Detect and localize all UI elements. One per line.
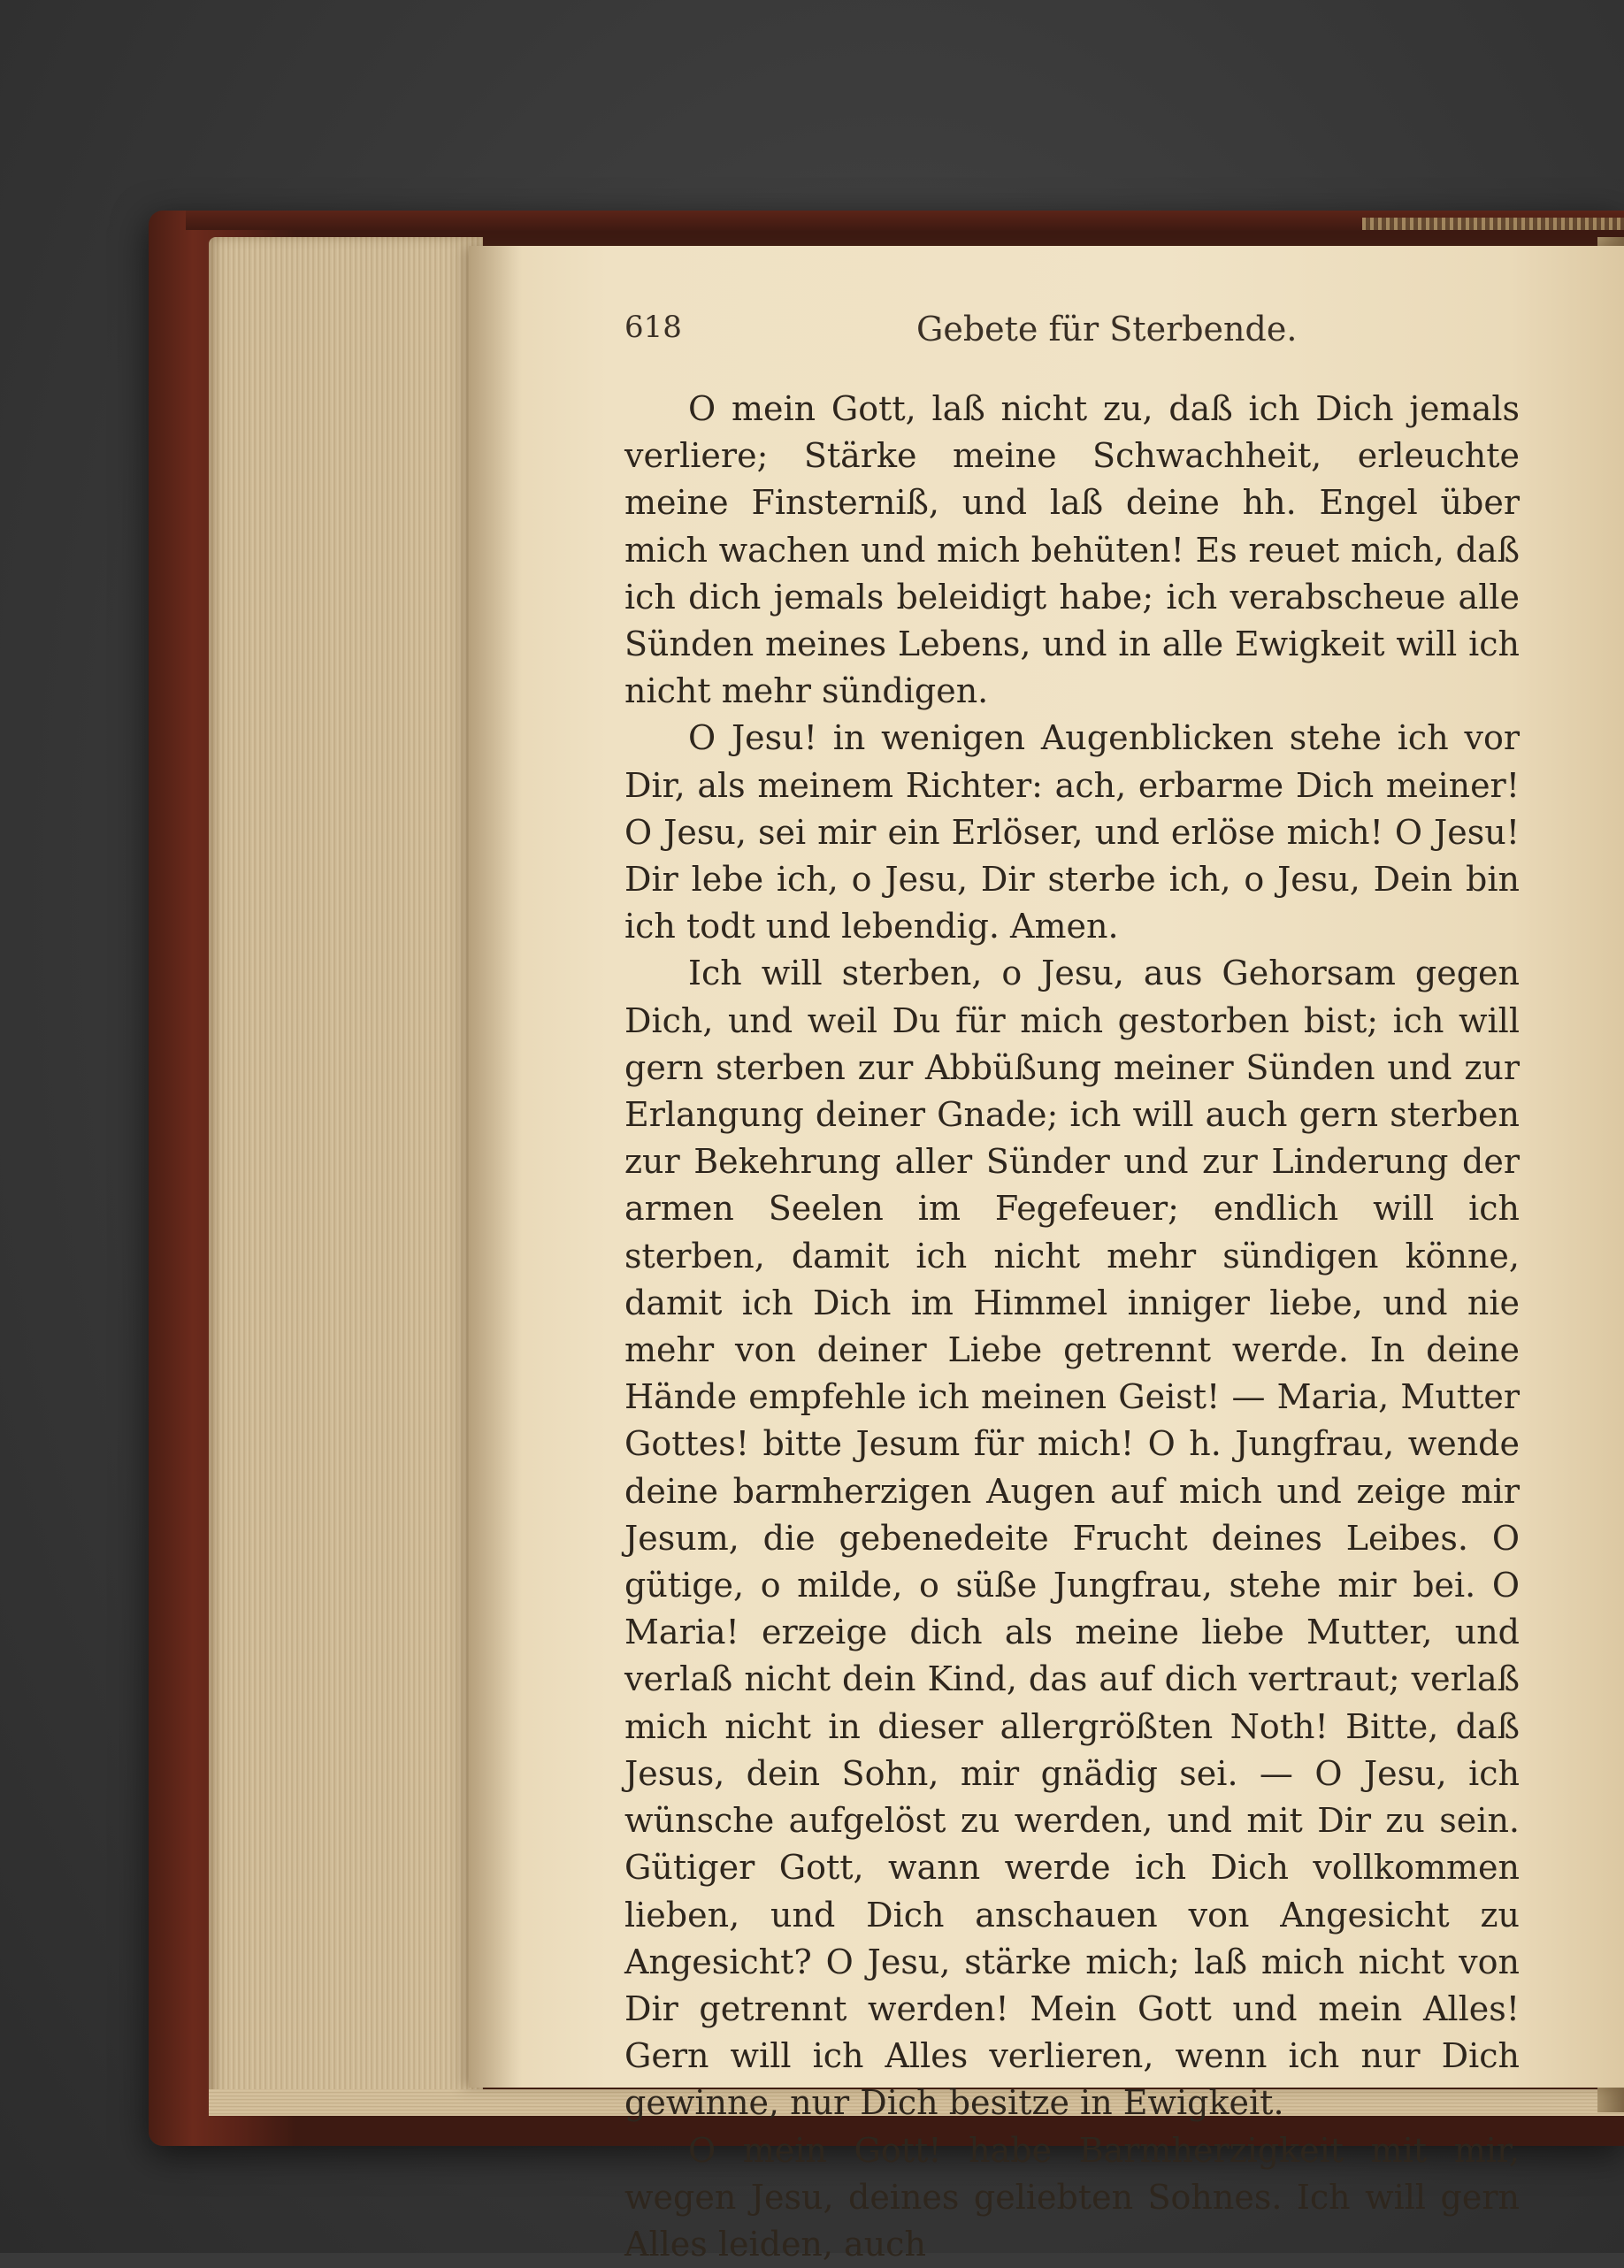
paragraph: O mein Gott, laß nicht zu, daß ich Dich jemals verliere; Stärke meine Schwachheit, erleuchte meine Finsterniß, und laß deine hh. Engel über mich wachen und mich behüten! Es reuet mich, daß ich dich jemals beleidigt habe; ich verabscheue alle Sünden meines Lebens, und in alle Ewigkeit will ich nicht mehr sündigen.	[624, 389, 1520, 711]
paragraph: Ich will sterben, o Jesu, aus Gehorsam gegen Dich, und weil Du für mich gestorben bist; ich will gern sterben zur Abbüßung meiner Sünden und zur Erlangung deiner Gnade; ich will auch gern sterben zur Bekehrung aller Sünder und zur Linderung der armen Seelen im Fegefeuer; endlich will ich sterben, damit ich nicht mehr sündigen könne, damit ich Dich im Himmel inniger liebe, und nie mehr von deiner Liebe getrennt werde. In deine Hände empfehle ich meinen Geist! — Maria, Mutter Gottes! bitte Jesum für mich! O h. Jungfrau, wende deine barmherzigen Augen auf mich und zeige mir Jesum, die gebenedeite Frucht deines Leibes. O gütige, o milde, o süße Jungfrau, stehe mir bei. O Maria! erzeige dich als meine liebe Mutter, und verlaß nicht dein Kind, das auf dich vertraut; verlaß mich nicht in dieser allergrößten Noth! Bitte, daß Jesus, dein Sohn, mir gnädig sei. — O Jesu, ich wünsche aufgelöst zu werden, und mit Dir zu sein. Gütiger Gott, wann werde ich Dich vollkommen lieben, und Dich anschauen von Angesicht zu Angesicht? O Jesu, stärke mich; laß mich nicht von Dir getrennt werden! Mein Gott und mein Alles! Gern will ich Alles verlieren, wenn ich nur Dich gewinne, nur Dich besitze in Ewigkeit.	[624, 954, 1520, 2123]
running-title: Gebete für Sterbende.	[916, 310, 1298, 349]
page-header	[624, 310, 1553, 354]
paragraph: O Jesu! in wenigen Augenblicken stehe ich vor Dir, als meinem Richter: ach, erbarme Dich meiner! O Jesu, sei mir ein Erlöser, und erlöse mich! O Jesu! Dir lebe ich, o Jesu, Dir sterbe ich, o Jesu, Dein bin ich todt und lebendig. Amen.	[624, 718, 1520, 946]
page-body-text	[624, 386, 1520, 2268]
page-number: 618	[624, 310, 682, 345]
paragraph: O mein Gott! habe Barmherzigkeit mit mir, wegen Jesu, deines geliebten Sohnes. Ich will gern Alles leiden, auch	[624, 2130, 1520, 2264]
cover-gilt-ornament	[1362, 218, 1624, 230]
page-stack-edge	[209, 237, 483, 2109]
